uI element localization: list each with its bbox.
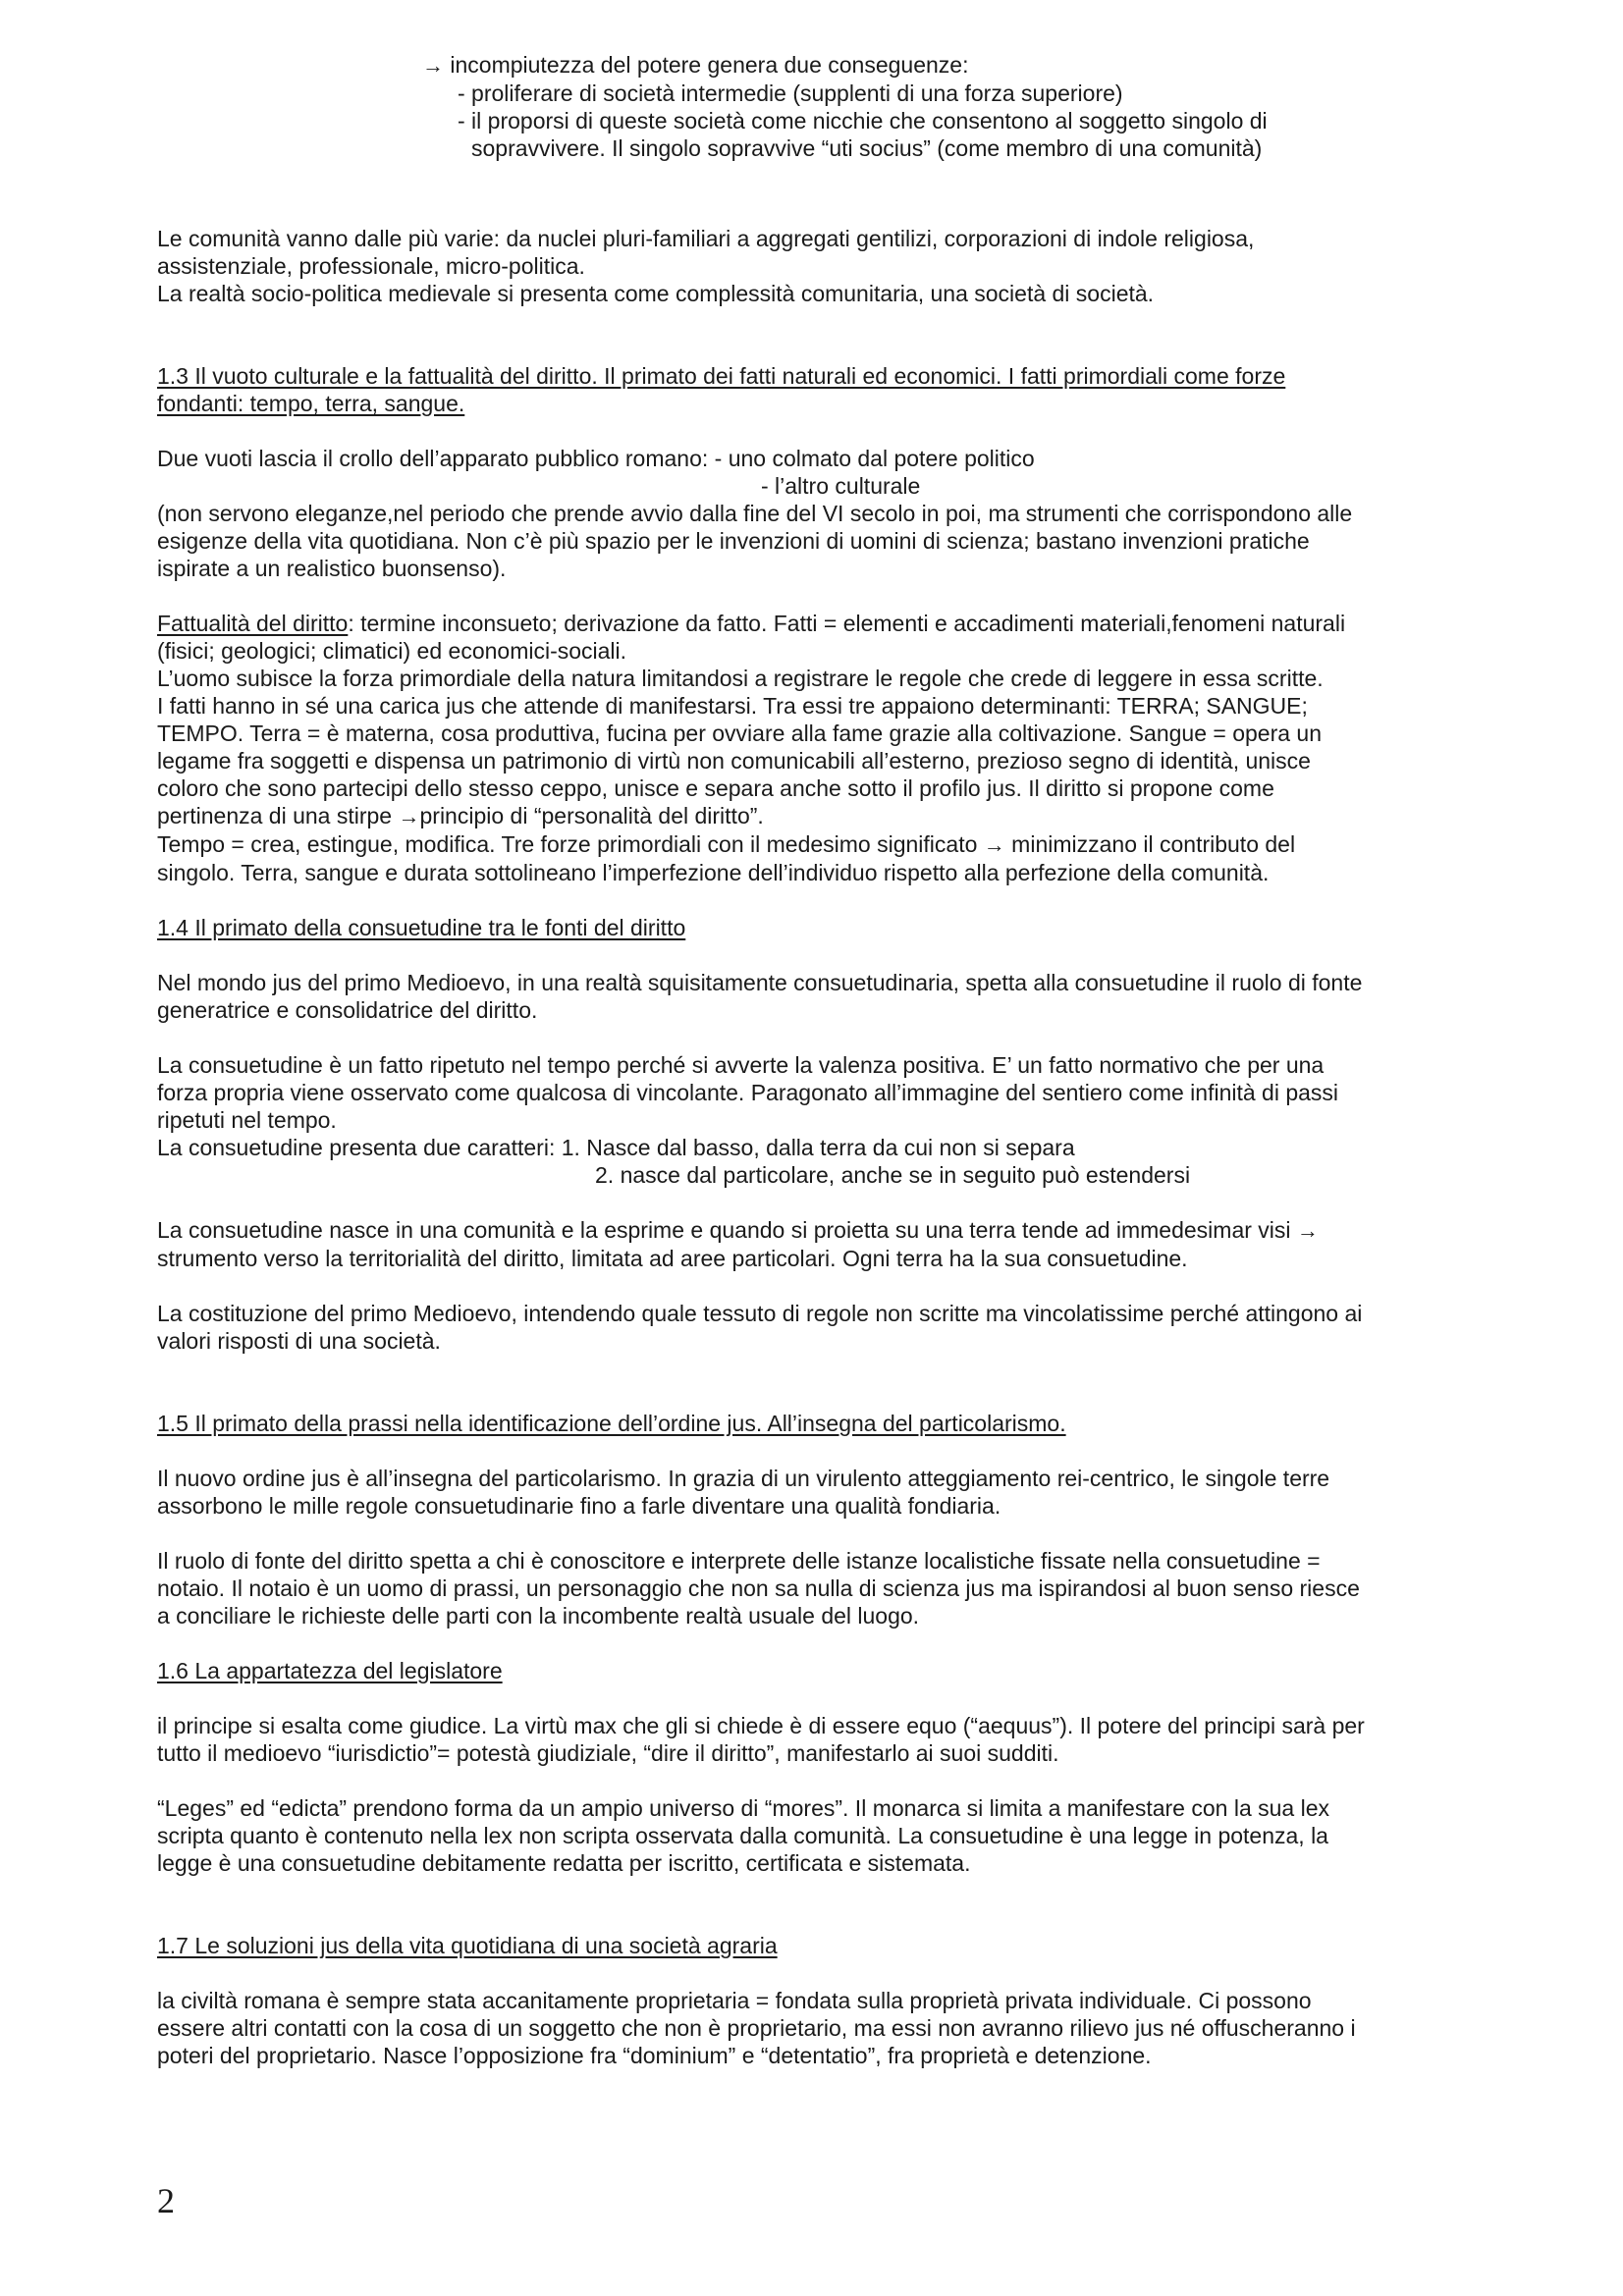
paragraph-consuetudine-c: La consuetudine nasce in una comunità e la esprime e quando si proietta su una terra tende ad immedesimar visi → strumento verso la territorialità del diritto, limitata ad aree particolari. Ogni terra ha la sua consuetudine. xyxy=(157,1217,1319,1271)
arrow-icon: → xyxy=(398,804,420,828)
section-heading-1-7: 1.7 Le soluzioni jus della vita quotidiana di una società agraria xyxy=(157,1933,778,1958)
intro-line: → incompiutezza del potere genera due conseguenze: xyxy=(422,52,969,78)
arrow-icon: → xyxy=(983,832,1005,857)
intro-block xyxy=(157,51,1492,162)
section-heading-1-4: 1.4 Il primato della consuetudine tra le fonti del diritto xyxy=(157,915,686,940)
paragraph-consuetudine-a: Nel mondo jus del primo Medioevo, in una realtà squisitamente consuetudinaria, spetta alla consuetudine il ruolo di fonte generatrice e consolidatrice del diritto. xyxy=(157,970,1363,1023)
page-number: 2 xyxy=(157,2181,175,2220)
paragraph-fattualita: Fattualità del diritto: termine inconsueto; derivazione da fatto. Fatti = elementi e accadimenti materiali,fenomeni naturali (fisici; geologici; climatici) ed economici-sociali. L’uomo subisce la forza primordiale della natura limitandosi a registrare le regole che crede di leggere in essa scritte. I fatti hanno in sé una carica jus che attende di manifestarsi. Tra essi tre appaiono determinanti: TERRA; SANGUE; TEMPO. Terra = è materna, cosa produttiva, fucina per ovviare alla fame grazie alla coltivazione. Sangue = opera un legame fra soggetti e dispensa un patrimonio di virtù non comunicabili all’esterno, prezioso segno di identità, unisce coloro che sono partecipi dello stesso ceppo, unisce e separa anche sotto il profilo jus. Il diritto si propone come pertinenza di una stirpe →principio di “personalità del diritto”. Tempo = crea, estingue, modifica. Tre forze primordiali con il medesimo significato → minimizzano il contributo del singolo. Terra, sangue e durata sottolineano l’imperfezione dell’individuo rispetto alla perfezione della comunità. xyxy=(157,611,1346,885)
section-heading-1-6: 1.6 La appartatezza del legislatore xyxy=(157,1658,503,1683)
term-fattualita: Fattualità del diritto xyxy=(157,611,349,636)
paragraph-legislatore-a: il principe si esalta come giudice. La virtù max che gli si chiede è di essere equo (“aequus”). Il potere del principi sarà per tutto il medioevo “iurisdictio”= potestà giudiziale, “dire il diritto”, manifestarlo ai suoi sudditi. xyxy=(157,1713,1365,1766)
paragraph-legislatore-b: “Leges” ed “edicta” prendono forma da un ampio universo di “mores”. Il monarca si limita a manifestare con la sua lex scripta quanto è contenuto nella lex non scripta osservata dalla comunità. La consuetudine è una legge in potenza, la legge è una consuetudine debitamente redatta per iscritto, certificata e sistemata. xyxy=(157,1795,1330,1876)
paragraph-agraria: la civiltà romana è sempre stata accanitamente proprietaria = fondata sulla proprietà privata individuale. Ci possono essere altri contatti con la cosa di un soggetto che non è proprietario, ma essi non avranno rilievo jus né offuscheranno i poteri del proprietario. Nasce l’opposizione fra “dominium” e “detentatio”, fra proprietà e detenzione. xyxy=(157,1988,1356,2068)
paragraph-consuetudine-d: La costituzione del primo Medioevo, intendendo quale tessuto di regole non scritte ma vincolatissime perché attingono ai valori risposti di una società. xyxy=(157,1301,1363,1354)
section-heading-1-3: 1.3 Il vuoto culturale e la fattualità del diritto. Il primato dei fatti naturali ed economici. I fatti primordiali come forze fondanti: tempo, terra, sangue. xyxy=(157,363,1286,416)
arrow-icon: → xyxy=(1296,1218,1319,1243)
paragraph-prassi-a: Il nuovo ordine jus è all’insegna del particolarismo. In grazia di un virulento atteggiamento rei-centrico, le singole terre assorbono le mille regole consuetudinarie fino a farle diventare una qualità fondiaria. xyxy=(157,1466,1330,1519)
arrow-icon: → xyxy=(422,53,444,78)
paragraph-vuoti: Due vuoti lascia il crollo dell’apparato pubblico romano: - uno colmato dal potere politico - l’altro culturale (non servono eleganze,nel periodo che prende avvio dalla fine del VI secolo in poi, ma strumenti che corrispondono alle esigenze della vita quotidiana. Non c’è più spazio per le invenzioni di uomini di scienza; bastano invenzioni pratiche ispirate a un realistico buonsenso). xyxy=(157,446,1353,581)
document-page xyxy=(157,51,1492,2069)
section-heading-1-5: 1.5 Il primato della prassi nella identificazione dell’ordine jus. All’insegna del particolarismo. xyxy=(157,1411,1066,1436)
paragraph-prassi-b: Il ruolo di fonte del diritto spetta a chi è conoscitore e interprete delle istanze localistiche fissate nella consuetudine = notaio. Il notaio è un uomo di prassi, un personaggio che non sa nulla di scienza jus ma ispirandosi al buon senso riesce a conciliare le richieste delle parti con la incombente realtà usuale del luogo. xyxy=(157,1548,1360,1629)
intro-line: - proliferare di società intermedie (supplenti di una forza superiore) xyxy=(458,80,1123,106)
intro-line: - il proporsi di queste società come nicchie che consentono al soggetto singolo di xyxy=(458,108,1268,133)
intro-line: sopravvivere. Il singolo sopravvive “uti socius” (come membro di una comunità) xyxy=(471,135,1263,161)
paragraph-comunita: Le comunità vanno dalle più varie: da nuclei pluri-familiari a aggregati gentilizi, corporazioni di indole religiosa, assistenziale, professionale, micro-politica. La realtà socio-politica medievale si presenta come complessità comunitaria, una società di società. xyxy=(157,226,1255,306)
paragraph-consuetudine-b: La consuetudine è un fatto ripetuto nel tempo perché si avverte la valenza positiva. E’ un fatto normativo che per una forza propria viene osservato come qualcosa di vincolante. Paragonato all’immagine del sentiero come infinità di passi ripetuti nel tempo. La consuetudine presenta due caratteri: 1. Nasce dal basso, dalla terra da cui non si separa 2. nasce dal particolare, anche se in seguito può estendersi xyxy=(157,1052,1339,1188)
